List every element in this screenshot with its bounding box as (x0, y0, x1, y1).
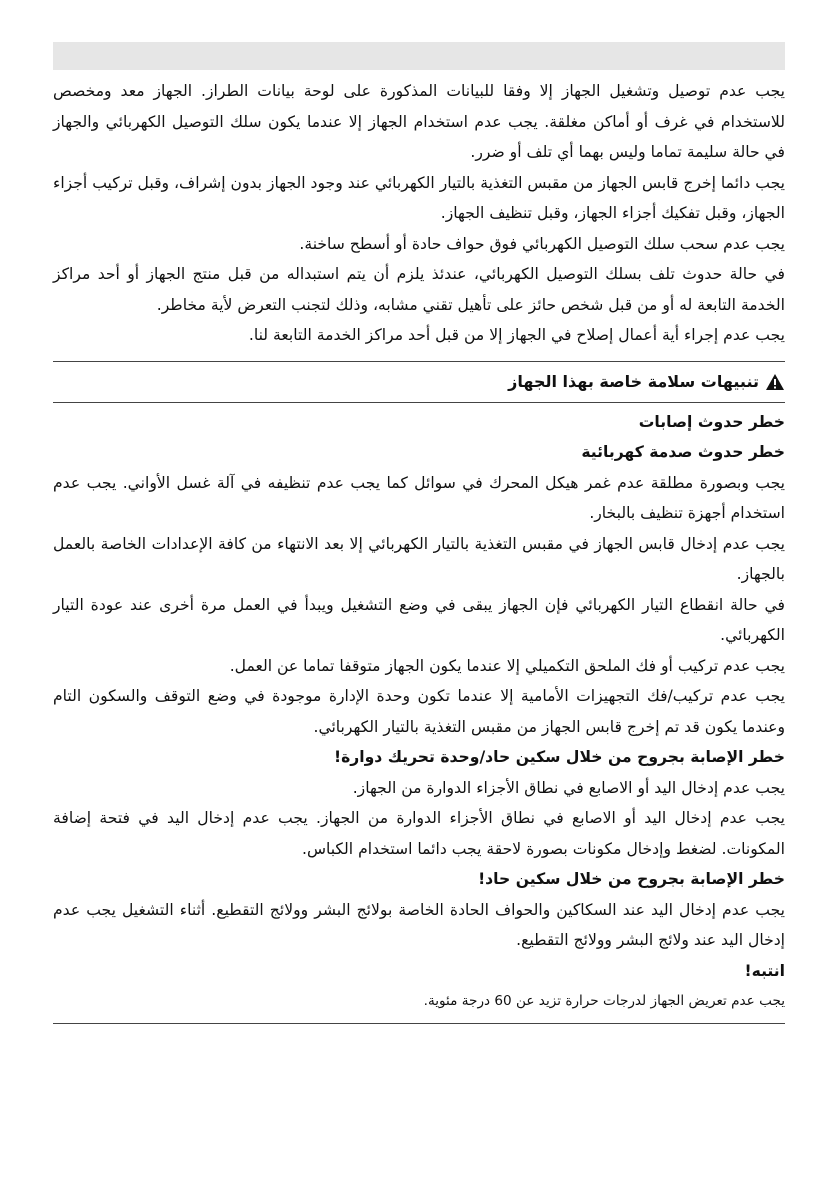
hazard-heading: خطر الإصابة بجروح من خلال سكين حاد/وحدة تحريك دوارة! (333, 748, 785, 766)
intro-section (53, 76, 785, 351)
header-bar (53, 42, 785, 70)
caution-paragraph: يجب عدم تعريض الجهاز لدرجات حرارة تزيد عن 60 درجة مئوية. (423, 993, 785, 1009)
safety-paragraph: في حالة انقطاع التيار الكهربائي فإن الجهاز يبقى في وضع التشغيل ويبدأ في العمل مرة أخرى عند عودة التيار الكهربائي. (53, 595, 785, 644)
intro-paragraph: يجب عدم إجراء أية أعمال إصلاح في الجهاز إلا من قبل أحد مراكز الخدمة التابعة لنا. (248, 326, 785, 344)
bottom-divider (53, 1023, 785, 1024)
document-page (53, 42, 785, 1024)
safety-paragraph: يجب عدم إدخال اليد أو الاصابع في نطاق الأجزاء الدوارة من الجهاز. يجب عدم إدخال اليد في فتحة إضافة المكونات. لضغط وإدخال مكونات بصورة لاحقة يجب دائما استخدام الكباس. (53, 809, 785, 858)
hazard-heading: خطر الإصابة بجروح من خلال سكين حاد! (478, 870, 785, 888)
safety-paragraph: يجب عدم إدخال اليد أو الاصابع في نطاق الأجزاء الدوارة من الجهاز. (352, 778, 785, 797)
safety-paragraph: يجب عدم إدخال قابس الجهاز في مقبس التغذية بالتيار الكهربائي إلا بعد الانتهاء من كافة الإعدادات الخاصة بالعمل بالجهاز. (53, 534, 785, 583)
safety-paragraph: يجب عدم تركيب أو فك الملحق التكميلي إلا عندما يكون الجهاز متوقفا تماما عن العمل. (229, 656, 785, 675)
intro-paragraph: في حالة حدوث تلف بسلك التوصيل الكهربائي، عندئذ يلزم أن يتم استبداله من قبل منتج الجهاز أو أحد مراكز الخدمة التابعة له أو من قبل شخص حائز على تأهيل تقني مشابه، وذلك لتجنب التعرض لأية مخاطر. (53, 265, 785, 314)
intro-paragraph: يجب عدم توصيل وتشغيل الجهاز إلا وفقا للبيانات المذكورة على لوحة بيانات الطراز. الجهاز معد ومخصص للاستخدام في غرف أو أماكن مغلقة. يجب عدم استخدام الجهاز إلا عندما يكون سلك التوصيل الكهربائي والجهاز في حالة سليمة تماما وليس بهما أي تلف أو ضرر. (53, 82, 785, 161)
safety-paragraph: يجب وبصورة مطلقة عدم غمر هيكل المحرك في سوائل كما يجب عدم تنظيفه في آلة غسل الأواني. يجب عدم استخدام أجهزة تنظيف بالبخار. (53, 473, 785, 522)
section-header (53, 361, 785, 403)
intro-paragraph: يجب عدم سحب سلك التوصيل الكهربائي فوق حواف حادة أو أسطح ساخنة. (299, 234, 785, 253)
intro-paragraph: يجب دائما إخرج قابس الجهاز من مقبس التغذية بالتيار الكهربائي عند وجود الجهاز بدون إشراف، وقبل تركيب أجزاء الجهاز، وقبل تفكيك أجزاء الجهاز، وقبل تنظيف الجهاز. (53, 173, 785, 222)
safety-paragraph: يجب عدم تركيب/فك التجهيزات الأمامية إلا عندما تكون وحدة الإدارة موجودة في وضع التوقف والسكون التام وعندما يكون قد تم إخرج قابس الجهاز من مقبس التغذية بالتيار الكهربائي. (53, 687, 785, 736)
caution-heading: انتبه! (744, 961, 785, 980)
warning-triangle-icon (765, 373, 785, 391)
safety-paragraph: يجب عدم إدخال اليد عند السكاكين والحواف الحادة الخاصة بولائج البشر وولائج التقطيع. أثناء التشغيل يجب عدم إدخال اليد عند ولائج البشر وولائج التقطيع. (53, 900, 785, 949)
section-title: تنبيهات سلامة خاصة بهذا الجهاز (508, 372, 759, 391)
safety-notes (53, 407, 785, 1017)
hazard-heading: خطر حدوث إصابات (638, 412, 785, 431)
hazard-heading: خطر حدوث صدمة كهربائية (581, 443, 785, 461)
